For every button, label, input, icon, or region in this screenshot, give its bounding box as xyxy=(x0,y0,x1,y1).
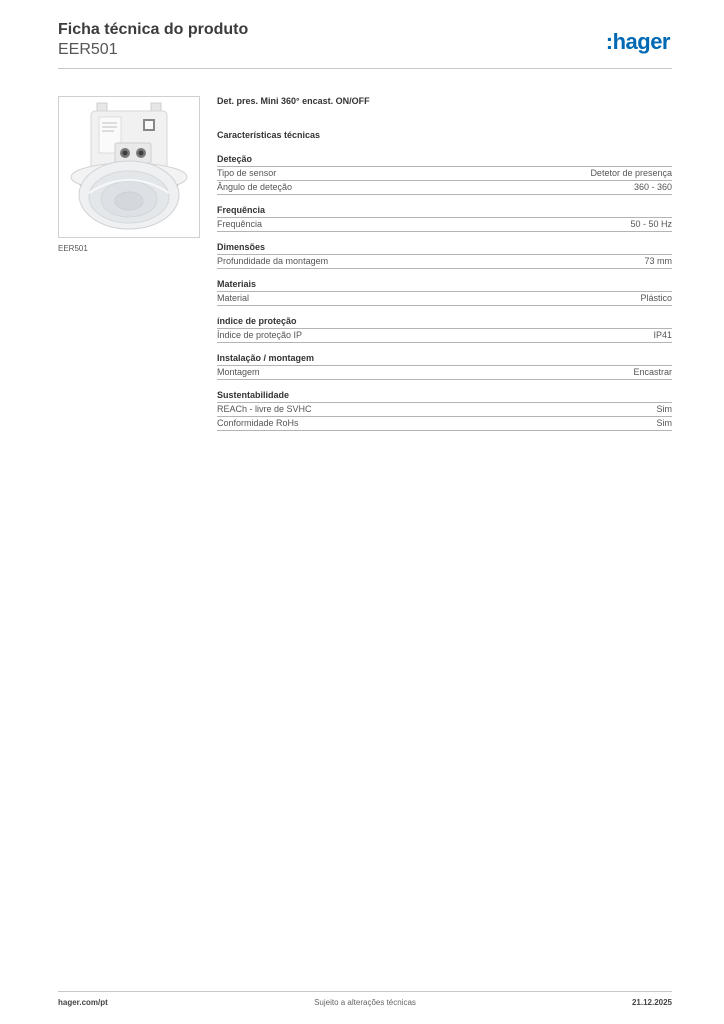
spec-label: Frequência xyxy=(217,219,263,229)
spec-value: 360 - 360 xyxy=(633,182,672,192)
spec-value: 73 mm xyxy=(644,256,672,266)
spec-row xyxy=(217,403,672,417)
spec-group-title: Frequência xyxy=(217,195,672,218)
spec-group-installation xyxy=(217,343,672,380)
spec-group-title: índice de proteção xyxy=(217,306,672,329)
product-code: EER501 xyxy=(58,41,118,58)
spec-label: Montagem xyxy=(217,367,260,377)
spec-value: Encastrar xyxy=(633,367,672,377)
spec-group-protection xyxy=(217,306,672,343)
spec-group-title: Instalação / montagem xyxy=(217,343,672,366)
spec-label: Material xyxy=(217,293,250,303)
spec-group-frequency xyxy=(217,195,672,232)
footer-divider xyxy=(58,991,672,992)
header-divider xyxy=(58,68,672,69)
spec-group-title: Materiais xyxy=(217,269,672,292)
spec-value: Detetor de presença xyxy=(590,168,672,178)
section-heading: Características técnicas xyxy=(217,130,321,140)
spec-group-title: Dimensões xyxy=(217,232,672,255)
spec-value: Sim xyxy=(656,404,672,414)
spec-row xyxy=(217,181,672,195)
spec-group-detection xyxy=(217,144,672,195)
spec-group-materials xyxy=(217,269,672,306)
footer-date: 21.12.2025 xyxy=(631,998,672,1007)
spec-row xyxy=(217,417,672,431)
hager-logo xyxy=(594,28,672,56)
page-header xyxy=(58,20,672,68)
document-title: Ficha técnica do produto xyxy=(58,21,249,38)
spec-label: Conformidade RoHs xyxy=(217,418,299,428)
spec-value: Sim xyxy=(656,418,672,428)
spec-label: Ângulo de deteção xyxy=(217,182,293,192)
spec-group-dimensions xyxy=(217,232,672,269)
spec-value: IP41 xyxy=(653,330,672,340)
spec-label: Índice de proteção IP xyxy=(217,330,303,340)
spec-label: REACh - livre de SVHC xyxy=(217,404,312,414)
footer-notice: Sujeito a alterações técnicas xyxy=(314,998,416,1007)
product-image xyxy=(58,96,200,238)
spec-value: Plástico xyxy=(640,293,672,303)
spec-label: Profundidade da montagem xyxy=(217,256,329,266)
specifications-panel xyxy=(217,96,672,431)
spec-value: 50 - 50 Hz xyxy=(630,219,672,229)
spec-row xyxy=(217,366,672,380)
spec-group-sustainability xyxy=(217,380,672,431)
motion-sensor-illustration xyxy=(59,97,199,237)
spec-row xyxy=(217,292,672,306)
spec-row xyxy=(217,329,672,343)
product-name: Det. pres. Mini 360° encast. ON/OFF xyxy=(217,96,370,106)
spec-row xyxy=(217,218,672,232)
spec-row xyxy=(217,255,672,269)
hager-logo-text: :hager xyxy=(605,29,670,54)
spec-group-title: Deteção xyxy=(217,144,672,167)
product-image-caption: EER501 xyxy=(58,244,88,253)
footer-website-link[interactable]: hager.com/pt xyxy=(58,998,108,1007)
spec-row xyxy=(217,167,672,181)
spec-group-title: Sustentabilidade xyxy=(217,380,672,403)
spec-label: Tipo de sensor xyxy=(217,168,277,178)
page-footer xyxy=(58,998,672,1010)
